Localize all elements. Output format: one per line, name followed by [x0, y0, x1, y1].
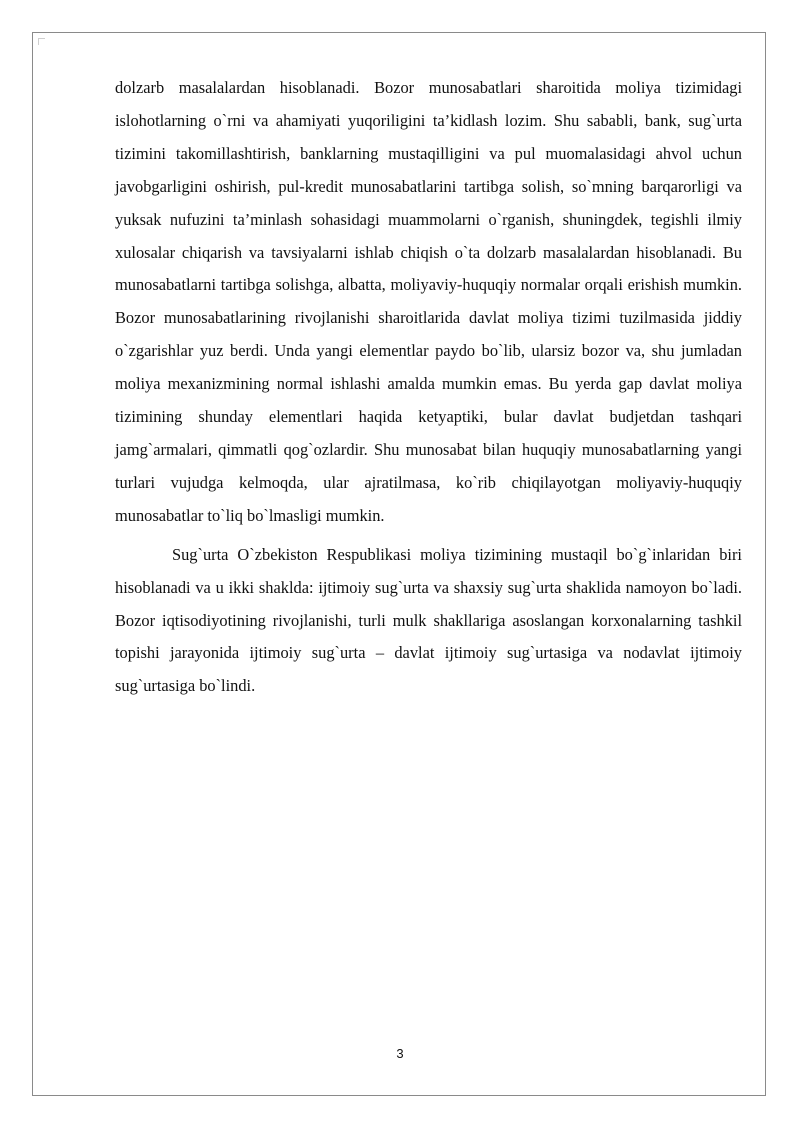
body-paragraph-2: Sug`urta O`zbekiston Respublikasi moliya tizimining mustaqil bo`g`inlaridan biri hisoblanadi va u ikki shaklda: ijtimoiy sug`urta va shaxsiy sug`urta shaklida namoyon bo`ladi. Bozor iqtisodiyotining rivojlanishi, turli mulk shakllariga asoslangan korxonalarning tashkil topishi jarayonida ijtimoiy sug`urta – davlat ijtimoiy sug`urtasiga va nodavlat ijtimoiy sug`urtasiga bo`lindi.: [115, 544, 742, 696]
page-corner-mark: [38, 38, 45, 45]
body-paragraph-1: dolzarb masalalardan hisoblanadi. Bozor munosabatlari sharoitida moliya tizimidagi islohotlarning o`rni va ahamiyati yuqoriligini ta’kidlash lozim. Shu sababli, bank, sug`urta tizimini takomillashtirish, banklarning mustaqilligini va pul muomalasidagi ahvol uchun javobgarligini oshirish, pul-kredit munosabatlarini tartibga solish, so`mning barqarorligi va yuksak nufuzini ta’minlash sohasidagi muammolarni o`rganish, shuningdek, tegishli ilmiy xulosalar chiqarish va tavsiyalarni ishlab chiqish o`ta dolzarb masalalardan hisoblanadi. Bu munosabatlarni tartibga solishga, albatta, moliyaviy-huquqiy normalar orqali erishish mumkin. Bozor munosabatlarining rivojlanishi sharoitlarida davlat moliya tizimi tuzilmasida jiddiy o`zgarishlar yuz berdi. Unda yangi elementlar paydo bo`lib, ularsiz bozor va, shu jumladan moliya mexanizmining normal ishlashi amalda mumkin emas. Bu yerda gap davlat moliya tizimining shunday elementlari haqida ketyaptiki, bular davlat budjetdan tashqari jamg`armalari, qimmatli qog`ozlardir. Shu munosabat bilan huquqiy munosabatlarning yangi turlari vujudga kelmoqda, ular ajratilmasa, ko`rib chiqilayotgan moliyaviy-huquqiy munosabatlar to`liq bo`lmasligi mumkin.: [115, 78, 742, 525]
page-number: 3: [396, 1046, 404, 1061]
document-body: [115, 72, 742, 703]
